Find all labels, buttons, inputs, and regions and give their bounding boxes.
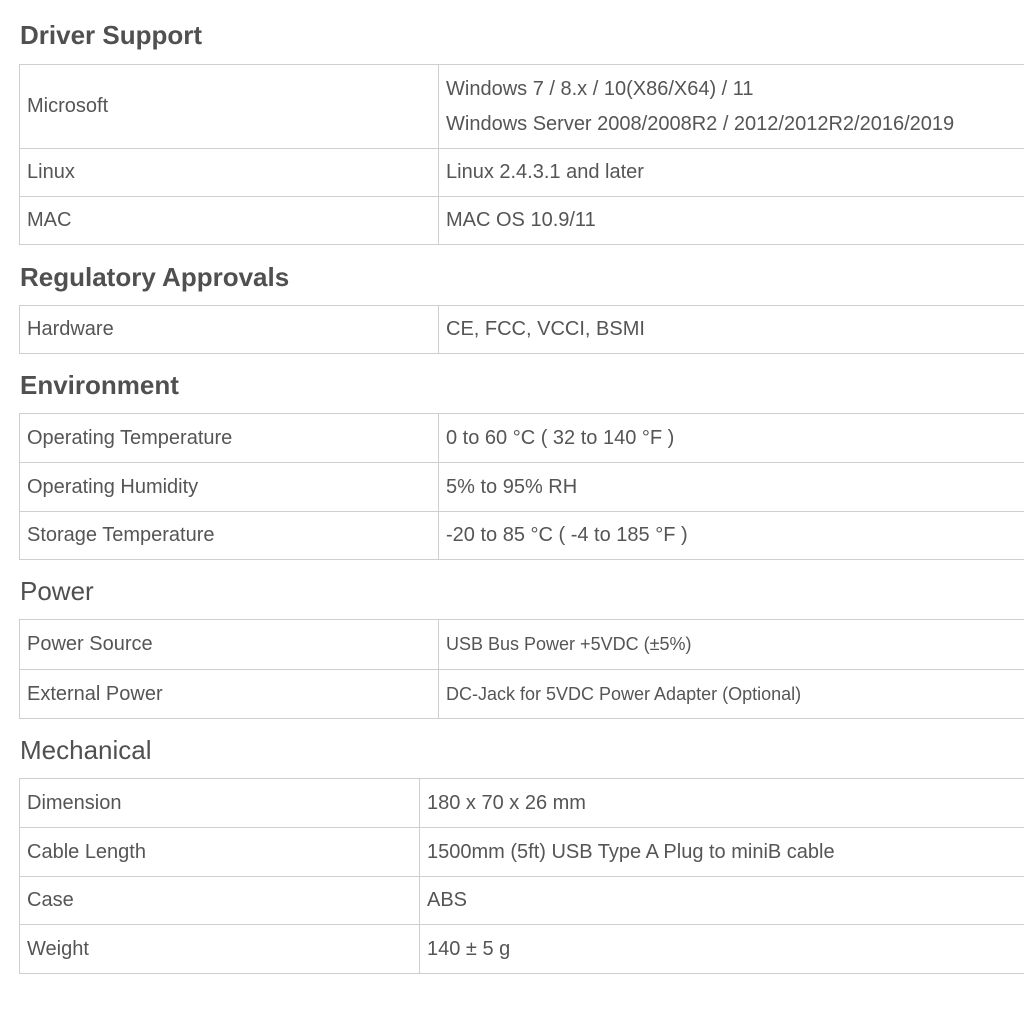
spec-label: External Power [20,670,439,719]
table-row [20,779,1024,828]
table-row [20,670,1024,719]
table-row [20,512,1024,560]
regulatory-approvals-table [19,305,1024,354]
table-row [20,925,1024,974]
spec-label: Storage Temperature [20,512,439,560]
power-table [19,619,1024,719]
spec-label: Hardware [20,306,439,354]
table-row [20,463,1024,512]
table-row [20,877,1024,925]
spec-label: Operating Humidity [20,463,439,512]
spec-value-line: Windows 7 / 8.x / 10(X86/X64) / 11 [446,77,754,100]
spec-label: Linux [20,149,439,197]
section-title-driver-support: Driver Support [20,20,203,50]
section-title-power: Power [20,576,94,606]
table-row [20,149,1024,197]
spec-value: Linux 2.4.3.1 and later [439,149,1024,197]
table-row [20,828,1024,877]
section-title-regulatory-approvals: Regulatory Approvals [20,262,290,292]
spec-value [439,65,1024,149]
spec-value: 5% to 95% RH [439,463,1024,512]
spec-value: 140 ± 5 g [420,925,1024,974]
spec-value: 180 x 70 x 26 mm [420,779,1024,828]
table-row [20,306,1024,354]
spec-value: CE, FCC, VCCI, BSMI [439,306,1024,354]
spec-value: DC-Jack for 5VDC Power Adapter (Optional) [439,670,1024,719]
spec-value: MAC OS 10.9/11 [439,197,1024,245]
table-row [20,197,1024,245]
driver-support-table [19,64,1024,245]
table-row [20,414,1024,463]
spec-value: -20 to 85 °C ( -4 to 185 °F ) [439,512,1024,560]
spec-label: Operating Temperature [20,414,439,463]
environment-table [19,413,1024,560]
table-row [20,65,1024,149]
spec-label: Dimension [20,779,420,828]
table-row [20,620,1024,670]
spec-value-line: Windows Server 2008/2008R2 / 2012/2012R2/2016/2019 [446,112,955,135]
mechanical-table [19,778,1024,974]
spec-value: USB Bus Power +5VDC (±5%) [439,620,1024,670]
spec-label: Microsoft [20,65,439,149]
spec-value: ABS [420,877,1024,925]
spec-label: MAC [20,197,439,245]
spec-value: 1500mm (5ft) USB Type A Plug to miniB cable [420,828,1024,877]
spec-value: 0 to 60 °C ( 32 to 140 °F ) [439,414,1024,463]
spec-label: Power Source [20,620,439,670]
spec-label: Case [20,877,420,925]
spec-label: Cable Length [20,828,420,877]
section-title-mechanical: Mechanical [20,735,152,765]
spec-label: Weight [20,925,420,974]
section-title-environment: Environment [20,370,179,400]
